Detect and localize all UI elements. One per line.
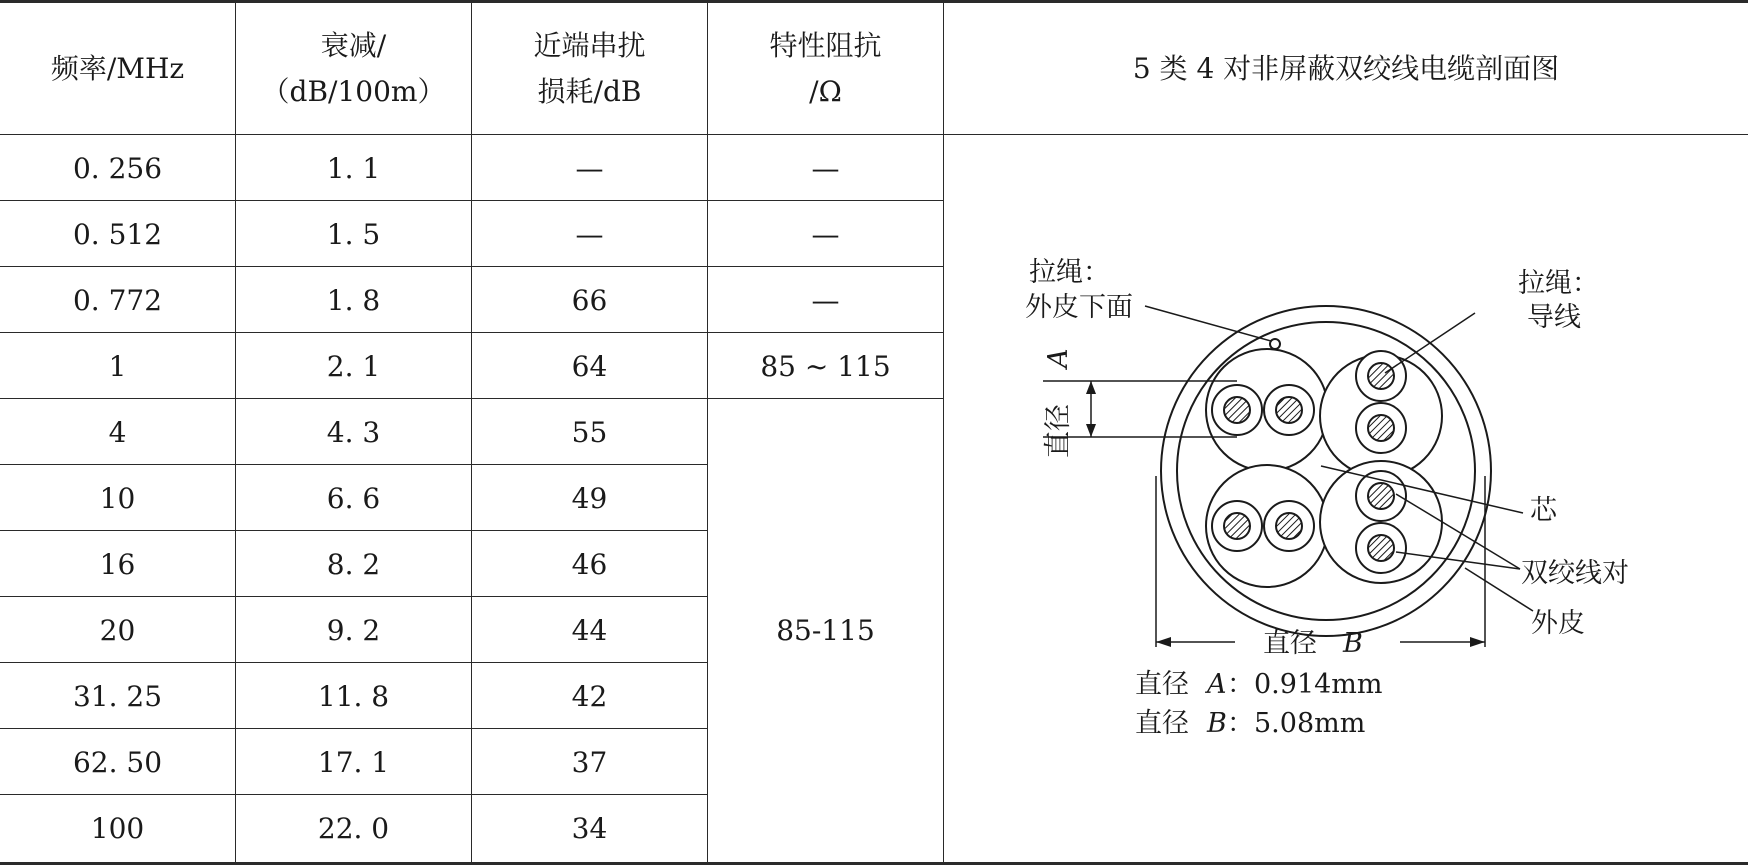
label-diameter-a-letter: A xyxy=(1043,348,1074,368)
cell-freq xyxy=(0,597,235,663)
cell-freq xyxy=(0,201,235,267)
conductor-core xyxy=(1224,513,1250,539)
jacket-outer-circle xyxy=(1161,306,1491,636)
header-attenuation-line2: （dB/100m） xyxy=(261,75,446,108)
spec-b-prefix: 直径 xyxy=(1135,708,1189,739)
cell-atten-value: 17. 1 xyxy=(317,745,390,779)
cell-next xyxy=(472,135,707,201)
cell-next-value: 37 xyxy=(571,745,608,779)
conductor-core xyxy=(1368,483,1394,509)
label-ripcord-under-line1: 拉绳： xyxy=(1029,257,1110,288)
cell-imp xyxy=(708,201,943,267)
cell-atten-value: 9. 2 xyxy=(326,613,381,647)
cell-freq-value: 31. 25 xyxy=(72,679,163,713)
header-next xyxy=(472,4,707,134)
cell-next xyxy=(472,465,707,531)
cell-next-value: — xyxy=(575,217,604,251)
cell-atten-value: 4. 3 xyxy=(326,415,381,449)
cell-freq-value: 10 xyxy=(99,481,136,515)
cell-next-value: 55 xyxy=(571,415,608,449)
cell-freq xyxy=(0,333,235,399)
cell-imp-value: — xyxy=(811,217,840,251)
cell-freq xyxy=(0,795,235,861)
cell-next-value: — xyxy=(575,151,604,185)
spec-a-value: ：0.914mm xyxy=(1227,669,1383,700)
cell-freq-value: 0. 512 xyxy=(72,217,163,251)
cell-imp xyxy=(708,135,943,201)
merged-impedance-value: 85-115 xyxy=(776,614,875,647)
cell-freq xyxy=(0,531,235,597)
cell-atten-value: 11. 8 xyxy=(317,679,390,713)
cell-freq-value: 1 xyxy=(108,349,127,383)
label-jacket: 外皮 xyxy=(1531,608,1585,639)
label-core: 芯 xyxy=(1530,495,1557,526)
cell-atten xyxy=(236,531,471,597)
label-twisted-pair: 双绞线对 xyxy=(1521,558,1629,589)
header-impedance-line1: 特性阻抗 xyxy=(769,29,882,62)
cell-next xyxy=(472,201,707,267)
cell-atten xyxy=(236,663,471,729)
label-diameter-a-vertical: 直径 xyxy=(1043,404,1074,458)
cell-freq xyxy=(0,663,235,729)
merged-impedance-cell xyxy=(708,399,943,862)
cell-atten xyxy=(236,135,471,201)
cell-freq-value: 16 xyxy=(99,547,136,581)
cell-freq xyxy=(0,465,235,531)
cell-freq-value: 62. 50 xyxy=(72,745,163,779)
cell-next-value: 44 xyxy=(571,613,608,647)
conductor-core xyxy=(1276,513,1302,539)
cell-next xyxy=(472,729,707,795)
label-ripcord-wire-line2: 导线 xyxy=(1527,302,1581,333)
cell-next xyxy=(472,399,707,465)
spec-a-letter: A xyxy=(1207,669,1227,700)
cell-atten xyxy=(236,795,471,861)
cell-next xyxy=(472,333,707,399)
cell-next xyxy=(472,663,707,729)
diagram-title: 5 类 4 对非屏蔽双绞线电缆剖面图 xyxy=(1132,52,1560,85)
cell-atten xyxy=(236,201,471,267)
spec-b-value: ：5.08mm xyxy=(1227,708,1366,739)
header-attenuation-line1: 衰减/ xyxy=(320,29,387,62)
cell-next-value: 34 xyxy=(571,811,608,845)
cable-cross-section-diagram xyxy=(945,136,1748,862)
table-top-rule xyxy=(0,0,1748,3)
cell-next xyxy=(472,267,707,333)
cell-atten-value: 2. 1 xyxy=(326,349,381,383)
header-diagram-title xyxy=(944,4,1748,134)
cell-imp-value: — xyxy=(811,151,840,185)
conductor-core xyxy=(1368,363,1394,389)
cell-next-value: 66 xyxy=(571,283,608,317)
cell-freq-value: 100 xyxy=(90,811,145,845)
cell-atten-value: 8. 2 xyxy=(326,547,381,581)
header-frequency-label: 频率/MHz xyxy=(50,52,185,85)
cell-imp-value: 85 ~ 115 xyxy=(760,349,891,383)
cell-atten-value: 1. 5 xyxy=(326,217,381,251)
cell-freq xyxy=(0,267,235,333)
cell-freq xyxy=(0,135,235,201)
cell-imp xyxy=(708,267,943,333)
spec-b-letter: B xyxy=(1207,708,1227,739)
cell-next-value: 64 xyxy=(571,349,608,383)
cell-atten xyxy=(236,399,471,465)
cell-atten xyxy=(236,333,471,399)
label-ripcord-wire-line1: 拉绳： xyxy=(1518,268,1599,299)
cell-next-value: 42 xyxy=(571,679,608,713)
cell-imp-value: — xyxy=(811,283,840,317)
cell-next xyxy=(472,795,707,861)
jacket-inner-circle xyxy=(1177,322,1475,620)
cell-freq-value: 0. 256 xyxy=(72,151,163,185)
label-ripcord-under-line2: 外皮下面 xyxy=(1025,292,1133,323)
cell-freq-value: 0. 772 xyxy=(72,283,163,317)
header-next-line2: 损耗/dB xyxy=(537,75,642,108)
conductor-core xyxy=(1276,397,1302,423)
cell-freq xyxy=(0,399,235,465)
cell-next-value: 46 xyxy=(571,547,608,581)
cell-freq xyxy=(0,729,235,795)
cell-atten-value: 1. 8 xyxy=(326,283,381,317)
cell-freq-value: 4 xyxy=(108,415,127,449)
cell-atten xyxy=(236,597,471,663)
cell-atten xyxy=(236,465,471,531)
label-diameter-b-letter: B xyxy=(1343,628,1363,659)
spec-a-prefix: 直径 xyxy=(1135,669,1189,700)
cell-atten-value: 22. 0 xyxy=(317,811,390,845)
header-attenuation xyxy=(236,4,471,134)
label-diameter-b: 直径 xyxy=(1263,628,1317,659)
cell-imp xyxy=(708,333,943,399)
conductor-core xyxy=(1224,397,1250,423)
cell-next-value: 49 xyxy=(571,481,608,515)
cell-freq-value: 20 xyxy=(99,613,136,647)
cell-atten xyxy=(236,267,471,333)
header-impedance-line2: /Ω xyxy=(809,75,842,108)
ripcord-under-jacket xyxy=(1270,339,1280,349)
header-impedance xyxy=(708,4,943,134)
cell-atten xyxy=(236,729,471,795)
cell-next xyxy=(472,597,707,663)
cell-atten-value: 6. 6 xyxy=(326,481,381,515)
header-next-line1: 近端串扰 xyxy=(533,29,646,62)
header-frequency xyxy=(0,4,235,134)
cell-atten-value: 1. 1 xyxy=(326,151,381,185)
cell-next xyxy=(472,531,707,597)
conductor-core xyxy=(1368,535,1394,561)
conductor-core xyxy=(1368,415,1394,441)
table-bottom-rule xyxy=(0,862,1748,865)
